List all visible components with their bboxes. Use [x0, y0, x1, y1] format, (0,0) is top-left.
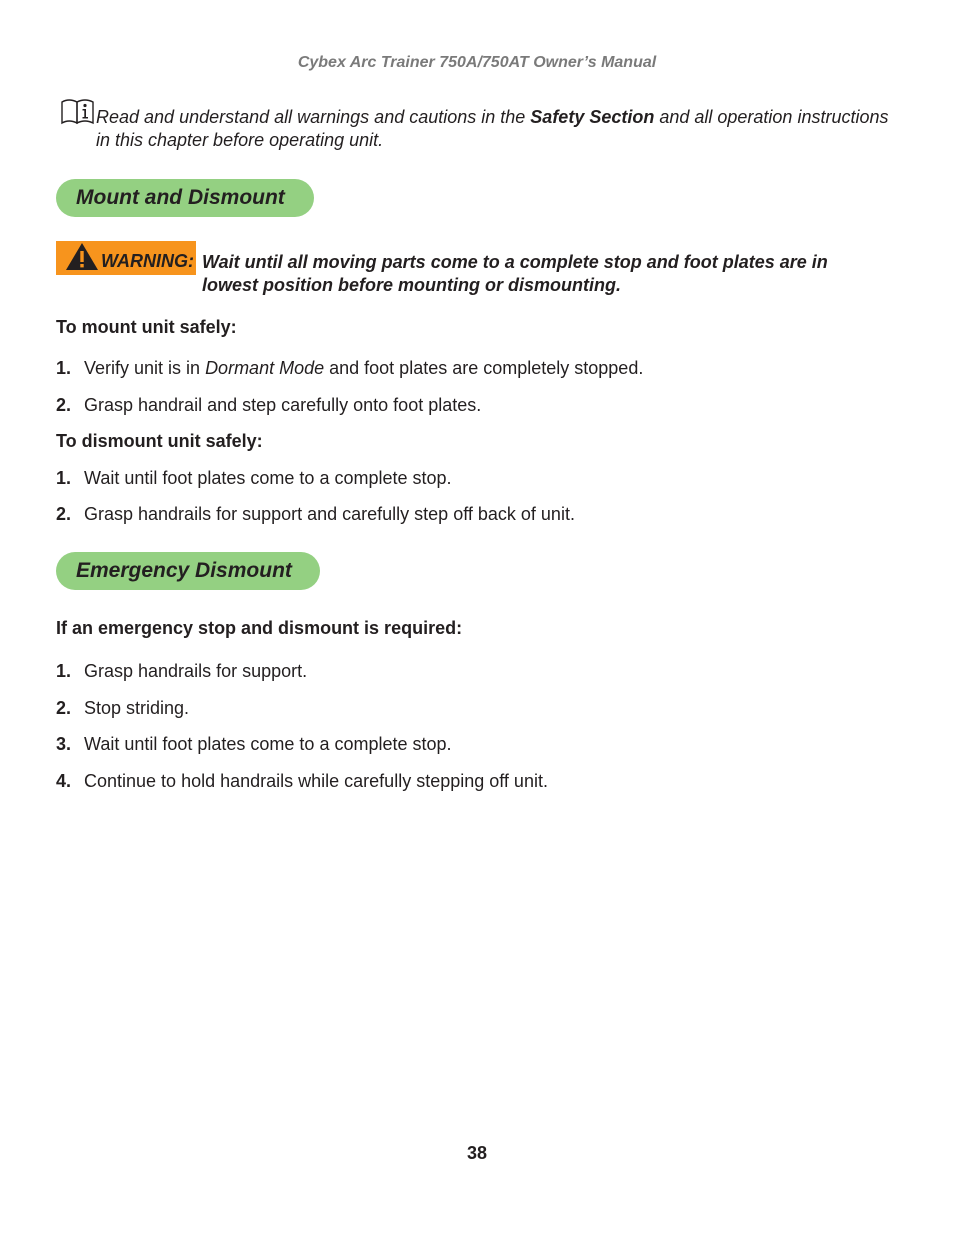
step-number: 3. — [56, 734, 72, 754]
emergency-step — [56, 661, 896, 682]
step-number: 1. — [56, 468, 72, 488]
step-number: 2. — [56, 698, 72, 718]
mount-heading: To mount unit safely: — [56, 317, 237, 337]
warning-triangle-icon — [64, 241, 100, 272]
step-emphasis: Dormant Mode — [205, 358, 325, 378]
step-number: 2. — [56, 504, 72, 524]
step-text: Wait until foot plates come to a complete stop. — [84, 734, 452, 754]
book-info-icon — [60, 97, 96, 125]
intro-note — [96, 106, 896, 152]
page-header-title: Cybex Arc Trainer 750A/750AT Owner’s Manual — [297, 54, 657, 71]
intro-text-after: and all operation instructions in this chapter before operating unit. — [96, 107, 889, 150]
step-text: Grasp handrail and step carefully onto foot plates. — [84, 395, 482, 415]
dismount-heading: To dismount unit safely: — [56, 431, 263, 451]
step-number: 2. — [56, 395, 72, 415]
step-number: 1. — [56, 661, 72, 681]
intro-text-before: Read and understand all warnings and cautions in the — [96, 107, 531, 127]
step-text: and foot plates are completely stopped. — [324, 358, 644, 378]
intro-safety-section: Safety Section — [530, 107, 655, 127]
emergency-step — [56, 771, 896, 792]
mount-step — [56, 358, 896, 379]
step-text: Grasp handrails for support and carefully step off back of unit. — [84, 504, 575, 524]
emergency-heading: If an emergency stop and dismount is required: — [56, 618, 463, 638]
step-text: Continue to hold handrails while carefully stepping off unit. — [84, 771, 548, 791]
section-title-emergency-dismount: Emergency Dismount — [56, 552, 320, 590]
emergency-step — [56, 734, 896, 755]
step-text: Verify unit is in — [84, 358, 206, 378]
step-number: 4. — [56, 771, 72, 791]
step-number: 1. — [56, 358, 72, 378]
warning-label: WARNING: — [101, 251, 194, 271]
dismount-step — [56, 468, 896, 489]
warning-text: Wait until all moving parts come to a complete stop and foot plates are in lowest position before mounting or dismounting. — [202, 252, 828, 295]
dismount-step — [56, 504, 896, 525]
step-text: Wait until foot plates come to a complete stop. — [84, 468, 452, 488]
section-title-mount-dismount: Mount and Dismount — [56, 179, 314, 217]
mount-step — [56, 395, 896, 416]
emergency-step — [56, 698, 896, 719]
step-text: Stop striding. — [84, 698, 190, 718]
page-number: 38 — [466, 1143, 488, 1163]
step-text: Grasp handrails for support. — [84, 661, 308, 681]
